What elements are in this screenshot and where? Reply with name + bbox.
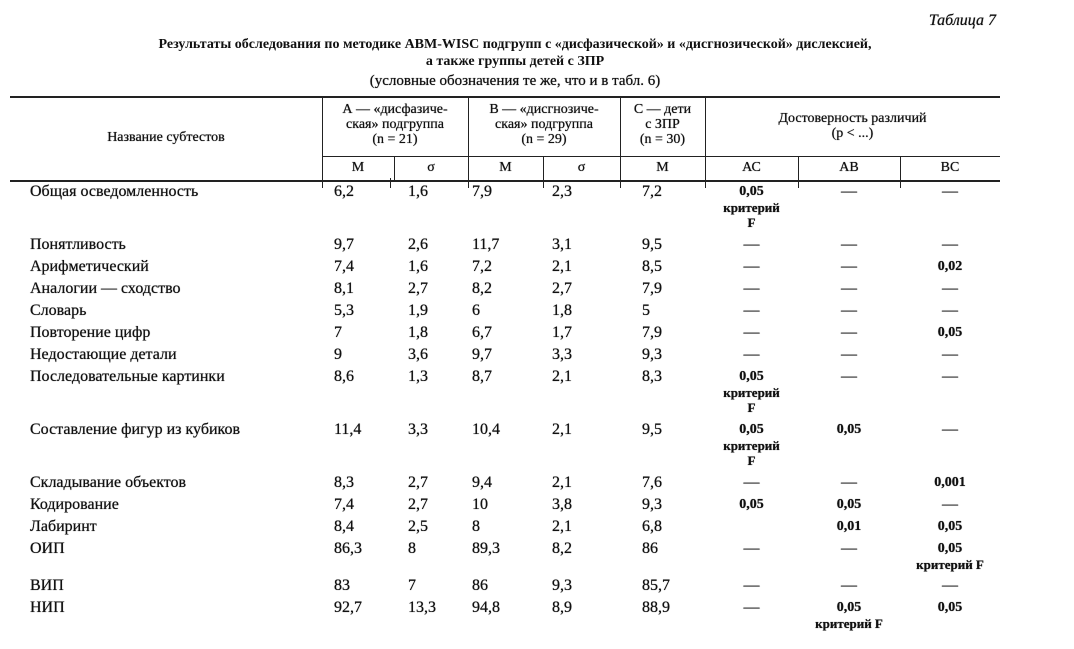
a-mean-value: 7 bbox=[334, 324, 342, 341]
table-row bbox=[0, 322, 1074, 344]
p-value: — bbox=[743, 540, 760, 557]
c-mean-value: 88,9 bbox=[642, 599, 670, 616]
p-value: 0,001 bbox=[934, 475, 966, 490]
c-mean-value: 7,6 bbox=[642, 474, 662, 491]
subtest-name: Лабиринт bbox=[30, 518, 97, 535]
subtest-name: Повторение цифр bbox=[30, 324, 151, 341]
significance-ac bbox=[705, 184, 798, 230]
b-sigma-value: 9,3 bbox=[552, 577, 572, 594]
criterion-note: F bbox=[747, 215, 756, 230]
b-mean-value: 6 bbox=[472, 302, 480, 319]
p-value: — bbox=[841, 280, 857, 297]
header-text: ская» подгруппа bbox=[346, 117, 444, 132]
b-mean-value: 8 bbox=[472, 518, 480, 535]
p-value: 0,02 bbox=[937, 259, 963, 274]
significance-ab bbox=[798, 497, 900, 513]
a-sigma-value: 3,6 bbox=[408, 346, 428, 363]
p-value: — bbox=[743, 599, 760, 616]
significance-ac bbox=[705, 369, 798, 415]
p-value: — bbox=[743, 258, 760, 275]
subtest-name: Последовательные картинки bbox=[30, 368, 225, 385]
subheader-ab: АВ bbox=[839, 160, 859, 175]
b-sigma-value: 3,3 bbox=[552, 346, 572, 363]
p-value: 0,05 bbox=[937, 325, 963, 340]
significance-bc bbox=[900, 422, 1000, 438]
a-mean-value: 9 bbox=[334, 346, 342, 363]
a-sigma-value: 1,6 bbox=[408, 258, 428, 275]
column-tick bbox=[390, 178, 391, 188]
p-value: — bbox=[841, 302, 857, 319]
p-value: 0,05 bbox=[739, 184, 764, 199]
p-value: — bbox=[942, 346, 958, 363]
p-value: 0,05 bbox=[739, 369, 764, 384]
b-sigma-value: 2,1 bbox=[552, 258, 572, 275]
subheader-b-sigma: σ bbox=[577, 160, 586, 175]
p-value: — bbox=[841, 577, 857, 594]
significance-ac bbox=[705, 475, 798, 491]
c-mean-value: 9,5 bbox=[642, 421, 662, 438]
table-row bbox=[0, 538, 1074, 575]
p-value: — bbox=[942, 421, 958, 438]
criterion-note: критерий bbox=[723, 438, 780, 453]
subheader-b-mean: М bbox=[499, 160, 512, 175]
subtest-name: ВИП bbox=[30, 577, 64, 594]
a-mean-value: 5,3 bbox=[334, 302, 354, 319]
table-row bbox=[0, 278, 1074, 300]
table-row bbox=[0, 344, 1074, 366]
a-mean-value: 9,7 bbox=[334, 236, 354, 253]
p-value: 0,05 bbox=[836, 497, 862, 512]
a-sigma-value: 2,7 bbox=[408, 474, 428, 491]
significance-ab bbox=[798, 475, 900, 491]
a-mean-value: 8,4 bbox=[334, 518, 354, 535]
b-mean-value: 94,8 bbox=[472, 599, 500, 616]
significance-ab bbox=[798, 578, 900, 594]
p-value: 0,05 bbox=[739, 422, 764, 437]
p-value: — bbox=[743, 236, 760, 253]
table-subtitle: (условные обозначения те же, что и в табл. 6) bbox=[369, 73, 661, 89]
a-sigma-value: 2,7 bbox=[408, 280, 428, 297]
p-value: 0,05 bbox=[836, 600, 862, 615]
significance-ac bbox=[705, 347, 798, 363]
subtest-name: Общая осведомленность bbox=[30, 183, 199, 200]
table-row bbox=[0, 472, 1074, 494]
header-text: (p < ...) bbox=[831, 126, 874, 141]
subheader-a-mean: М bbox=[351, 160, 365, 175]
significance-ac bbox=[705, 541, 798, 557]
criterion-note: F bbox=[747, 453, 756, 468]
p-value: — bbox=[743, 302, 760, 319]
p-value: 0,01 bbox=[836, 519, 862, 534]
p-value: 0,05 bbox=[937, 600, 963, 615]
significance-ab bbox=[798, 347, 900, 363]
b-sigma-value: 2,1 bbox=[552, 421, 572, 438]
p-value: — bbox=[841, 258, 857, 275]
p-value: — bbox=[841, 324, 857, 341]
criterion-note: F bbox=[747, 400, 756, 415]
header-text: А — «дисфазиче- bbox=[342, 102, 448, 117]
b-mean-value: 6,7 bbox=[472, 324, 492, 341]
significance-bc bbox=[900, 519, 1000, 535]
table-row bbox=[0, 494, 1074, 516]
subheader-a-sigma: σ bbox=[427, 160, 435, 175]
b-mean-value: 9,4 bbox=[472, 474, 492, 491]
b-sigma-value: 2,3 bbox=[552, 183, 572, 200]
a-sigma-value: 1,8 bbox=[408, 324, 428, 341]
header-text: В — «дисгнозиче- bbox=[489, 102, 599, 117]
significance-ab bbox=[798, 303, 900, 319]
b-sigma-value: 2,1 bbox=[552, 474, 572, 491]
a-sigma-value: 3,3 bbox=[408, 421, 428, 438]
c-mean-value: 86 bbox=[642, 540, 658, 557]
p-value: 0,05 bbox=[937, 541, 963, 556]
c-mean-value: 7,9 bbox=[642, 280, 662, 297]
a-sigma-value: 2,6 bbox=[408, 236, 428, 253]
p-value: 0,05 bbox=[836, 422, 862, 437]
b-sigma-value: 2,1 bbox=[552, 518, 572, 535]
title-line-1: Результаты обследования по методике ABM-WISC подгрупп с «дисфазической» и «дисгнозической» дислексией, bbox=[158, 37, 872, 52]
p-value: — bbox=[942, 280, 958, 297]
b-mean-value: 89,3 bbox=[472, 540, 500, 557]
a-mean-value: 7,4 bbox=[334, 258, 354, 275]
criterion-note: критерий bbox=[723, 385, 780, 400]
significance-ac bbox=[705, 497, 798, 513]
p-value: — bbox=[841, 183, 857, 200]
header-text: С — дети bbox=[633, 102, 692, 117]
header-group-b bbox=[468, 102, 620, 147]
b-sigma-value: 1,8 bbox=[552, 302, 572, 319]
criterion-note: критерий F bbox=[916, 557, 984, 572]
a-sigma-value: 13,3 bbox=[408, 599, 436, 616]
b-sigma-value: 2,1 bbox=[552, 368, 572, 385]
subheader-ac: АС bbox=[742, 160, 761, 175]
a-mean-value: 6,2 bbox=[334, 183, 354, 200]
table-row bbox=[0, 597, 1074, 634]
b-mean-value: 8,2 bbox=[472, 280, 492, 297]
significance-bc bbox=[900, 369, 1000, 385]
significance-bc bbox=[900, 281, 1000, 297]
header-significance bbox=[705, 111, 1000, 141]
p-value: — bbox=[942, 183, 958, 200]
subtest-name: Понятливость bbox=[30, 236, 126, 253]
b-mean-value: 11,7 bbox=[472, 236, 500, 253]
significance-ab bbox=[798, 541, 900, 557]
p-value: — bbox=[841, 236, 857, 253]
significance-ac bbox=[705, 600, 798, 616]
significance-bc bbox=[900, 259, 1000, 275]
b-sigma-value: 8,9 bbox=[552, 599, 572, 616]
significance-bc bbox=[900, 600, 1000, 616]
p-value: — bbox=[942, 236, 958, 253]
subtest-name: НИП bbox=[30, 599, 65, 616]
p-value: — bbox=[743, 280, 760, 297]
c-mean-value: 7,2 bbox=[642, 183, 662, 200]
table-row bbox=[0, 366, 1074, 419]
a-mean-value: 11,4 bbox=[334, 421, 362, 438]
title-line-2: а также группы детей с ЗПР bbox=[425, 54, 605, 69]
p-value: — bbox=[942, 496, 958, 513]
table-body bbox=[0, 181, 1074, 634]
a-mean-value: 83 bbox=[334, 577, 350, 594]
header-text: Достоверность различий bbox=[778, 111, 927, 126]
table-row bbox=[0, 419, 1074, 472]
table-row bbox=[0, 575, 1074, 597]
p-value: — bbox=[841, 474, 857, 491]
a-sigma-value: 2,7 bbox=[408, 496, 428, 513]
p-value: — bbox=[743, 324, 760, 341]
c-mean-value: 5 bbox=[642, 302, 650, 319]
table-row bbox=[0, 181, 1074, 234]
significance-ab bbox=[798, 281, 900, 297]
a-mean-value: 92,7 bbox=[334, 599, 362, 616]
a-mean-value: 8,1 bbox=[334, 280, 354, 297]
a-sigma-value: 2,5 bbox=[408, 518, 428, 535]
p-value: — bbox=[841, 346, 857, 363]
column-tick bbox=[543, 178, 544, 188]
c-mean-value: 9,3 bbox=[642, 346, 662, 363]
significance-ac bbox=[705, 259, 798, 275]
header-text: (n = 21) bbox=[372, 132, 418, 147]
b-mean-value: 10 bbox=[472, 496, 488, 513]
p-value: — bbox=[942, 368, 958, 385]
table-row bbox=[0, 300, 1074, 322]
c-mean-value: 9,5 bbox=[642, 236, 662, 253]
significance-ac bbox=[705, 422, 798, 468]
significance-ab bbox=[798, 422, 900, 438]
significance-bc bbox=[900, 237, 1000, 253]
header-text: с ЗПР bbox=[645, 117, 680, 132]
p-value: — bbox=[841, 540, 857, 557]
p-value: 0,05 bbox=[937, 519, 963, 534]
subtest-name: Составление фигур из кубиков bbox=[30, 421, 241, 438]
significance-bc bbox=[900, 347, 1000, 363]
subtest-name: Кодирование bbox=[30, 496, 119, 513]
column-tick bbox=[620, 178, 621, 188]
significance-bc bbox=[900, 497, 1000, 513]
significance-ac bbox=[705, 303, 798, 319]
b-mean-value: 10,4 bbox=[472, 421, 500, 438]
table-row bbox=[0, 234, 1074, 256]
subtest-name: Арифметический bbox=[30, 258, 149, 275]
a-sigma-value: 7 bbox=[408, 577, 416, 594]
table-row bbox=[0, 516, 1074, 538]
significance-bc bbox=[900, 325, 1000, 341]
subtest-name: Аналогии — сходство bbox=[30, 280, 181, 297]
significance-ab bbox=[798, 519, 900, 535]
subtest-name: Складывание объектов bbox=[30, 474, 187, 491]
subtest-name: Недостающие детали bbox=[30, 346, 177, 363]
b-mean-value: 7,2 bbox=[472, 258, 492, 275]
header-group-a bbox=[322, 102, 468, 147]
a-sigma-value: 1,6 bbox=[408, 183, 428, 200]
subtest-name: ОИП bbox=[30, 540, 65, 557]
significance-bc bbox=[900, 475, 1000, 491]
p-value: — bbox=[942, 302, 958, 319]
b-sigma-value: 3,1 bbox=[552, 236, 572, 253]
significance-ac bbox=[705, 281, 798, 297]
header-group-c bbox=[620, 102, 705, 147]
significance-ab bbox=[798, 237, 900, 253]
significance-ac bbox=[705, 578, 798, 594]
significance-ac bbox=[705, 237, 798, 253]
table-row bbox=[0, 256, 1074, 278]
c-mean-value: 9,3 bbox=[642, 496, 662, 513]
a-mean-value: 7,4 bbox=[334, 496, 354, 513]
b-mean-value: 9,7 bbox=[472, 346, 492, 363]
significance-ab bbox=[798, 325, 900, 341]
b-sigma-value: 3,8 bbox=[552, 496, 572, 513]
b-mean-value: 8,7 bbox=[472, 368, 492, 385]
p-value: — bbox=[743, 474, 760, 491]
p-value: 0,05 bbox=[739, 497, 764, 512]
significance-bc bbox=[900, 303, 1000, 319]
p-value: — bbox=[942, 577, 958, 594]
subtest-name: Словарь bbox=[30, 302, 87, 319]
table-number: Таблица 7 bbox=[928, 12, 996, 29]
header-text: ская» подгруппа bbox=[495, 117, 593, 132]
c-mean-value: 8,5 bbox=[642, 258, 662, 275]
significance-bc bbox=[900, 184, 1000, 200]
c-mean-value: 7,9 bbox=[642, 324, 662, 341]
a-sigma-value: 8 bbox=[408, 540, 416, 557]
c-mean-value: 8,3 bbox=[642, 368, 662, 385]
significance-bc bbox=[900, 578, 1000, 594]
header-text: (n = 30) bbox=[639, 132, 686, 147]
b-sigma-value: 8,2 bbox=[552, 540, 572, 557]
a-sigma-value: 1,3 bbox=[408, 368, 428, 385]
table-header bbox=[10, 96, 1000, 182]
p-value: — bbox=[743, 577, 760, 594]
significance-ab bbox=[798, 369, 900, 385]
c-mean-value: 6,8 bbox=[642, 518, 662, 535]
a-mean-value: 86,3 bbox=[334, 540, 362, 557]
subheader-c-mean: М bbox=[656, 160, 669, 175]
subheader-bc: ВС bbox=[940, 160, 960, 175]
header-text: (n = 29) bbox=[521, 132, 567, 147]
a-sigma-value: 1,9 bbox=[408, 302, 428, 319]
column-tick bbox=[322, 178, 323, 188]
b-mean-value: 7,9 bbox=[472, 183, 492, 200]
significance-bc bbox=[900, 541, 1000, 572]
b-sigma-value: 1,7 bbox=[552, 324, 572, 341]
criterion-note: критерий bbox=[723, 200, 780, 215]
criterion-note: критерий F bbox=[815, 616, 883, 631]
b-sigma-value: 2,7 bbox=[552, 280, 572, 297]
header-subtest-name: Название субтестов bbox=[107, 130, 225, 145]
significance-ab bbox=[798, 259, 900, 275]
column-tick bbox=[468, 178, 469, 188]
significance-ac bbox=[705, 325, 798, 341]
b-mean-value: 86 bbox=[472, 577, 488, 594]
a-mean-value: 8,6 bbox=[334, 368, 354, 385]
significance-ab bbox=[798, 600, 900, 631]
c-mean-value: 85,7 bbox=[642, 577, 670, 594]
p-value: — bbox=[743, 346, 760, 363]
significance-ab bbox=[798, 184, 900, 200]
a-mean-value: 8,3 bbox=[334, 474, 354, 491]
p-value: — bbox=[841, 368, 857, 385]
table-title bbox=[30, 36, 1000, 70]
